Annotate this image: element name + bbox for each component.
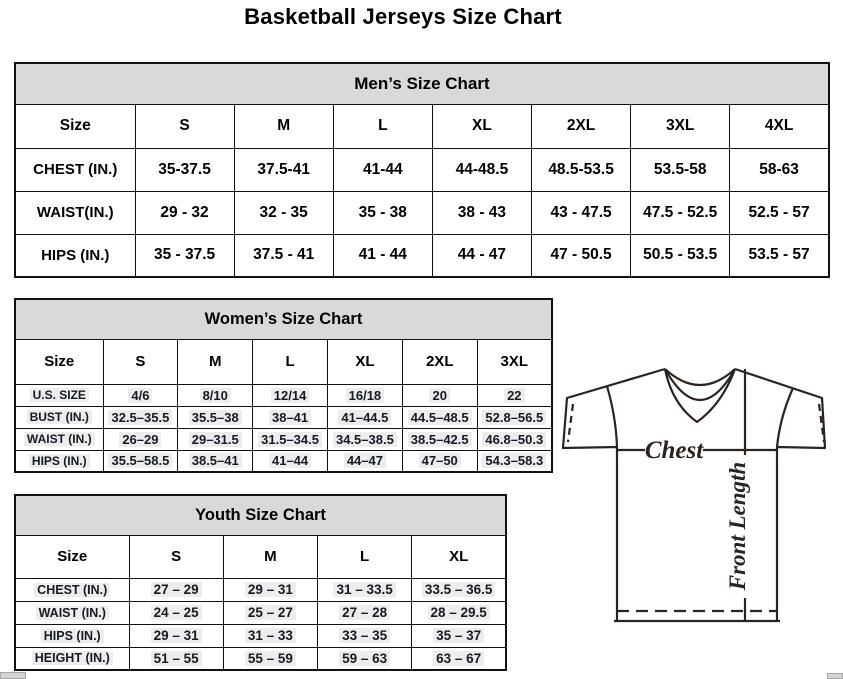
- women-size-value-cell: 38.5–41: [178, 450, 253, 472]
- youth-size-value-cell: 29 – 31: [223, 578, 317, 601]
- youth-col-header-size: Size: [15, 535, 129, 578]
- men-size-value-cell: 47.5 - 52.5: [631, 191, 730, 234]
- mens-size-table: [14, 62, 830, 278]
- women-size-value-cell: 38.5–42.5: [402, 428, 477, 450]
- women-size-value-cell: 41–44.5: [327, 406, 402, 428]
- youth-size-value-cell: 55 – 59: [223, 647, 317, 670]
- men-table-row: [15, 191, 829, 234]
- women-row-label: BUST (IN.): [15, 406, 103, 428]
- men-size-value-cell: 37.5-41: [234, 148, 333, 191]
- women-size-value-cell: 38–41: [253, 406, 328, 428]
- men-col-header-xl: XL: [432, 104, 531, 148]
- men-size-value-cell: 35-37.5: [135, 148, 234, 191]
- womens-table-title: Women’s Size Chart: [15, 299, 552, 339]
- women-col-header-xl: XL: [327, 339, 402, 384]
- men-size-value-cell: 47 - 50.5: [532, 234, 631, 277]
- men-size-value-cell: 48.5-53.5: [532, 148, 631, 191]
- front-length-measure-label: Front Length: [725, 461, 750, 591]
- youth-size-value-cell: 33.5 – 36.5: [412, 578, 506, 601]
- youth-row-label: HEIGHT (IN.): [15, 647, 129, 670]
- women-size-value-cell: 22: [477, 384, 552, 406]
- women-size-value-cell: 44.5–48.5: [402, 406, 477, 428]
- women-size-value-cell: 52.8–56.5: [477, 406, 552, 428]
- horizontal-scrollbar-fragment-left[interactable]: [0, 672, 26, 679]
- women-size-value-cell: 8/10: [178, 384, 253, 406]
- men-size-value-cell: 44-48.5: [432, 148, 531, 191]
- youth-size-value-cell: 24 – 25: [129, 601, 223, 624]
- youth-size-value-cell: 27 – 28: [318, 601, 412, 624]
- women-table-row: [15, 384, 552, 406]
- men-col-header-2xl: 2XL: [532, 104, 631, 148]
- women-size-value-cell: 26–29: [103, 428, 178, 450]
- men-table-row: [15, 148, 829, 191]
- women-size-value-cell: 16/18: [327, 384, 402, 406]
- women-col-header-2xl: 2XL: [402, 339, 477, 384]
- women-table-row: [15, 428, 552, 450]
- women-col-header-size: Size: [15, 339, 103, 384]
- women-row-label: U.S. SIZE: [15, 384, 103, 406]
- youth-col-header-s: S: [129, 535, 223, 578]
- mens-table-header-row: [15, 104, 829, 148]
- men-col-header-size: Size: [15, 104, 135, 148]
- youth-col-header-l: L: [318, 535, 412, 578]
- men-col-header-4xl: 4XL: [730, 104, 829, 148]
- women-size-value-cell: 35.5–58.5: [103, 450, 178, 472]
- women-size-value-cell: 32.5–35.5: [103, 406, 178, 428]
- jersey-left-armhole-seam: [607, 386, 617, 447]
- men-size-value-cell: 53.5-58: [631, 148, 730, 191]
- men-size-value-cell: 52.5 - 57: [730, 191, 829, 234]
- women-size-value-cell: 46.8–50.3: [477, 428, 552, 450]
- youth-row-label: HIPS (IN.): [15, 624, 129, 647]
- women-size-value-cell: 31.5–34.5: [253, 428, 328, 450]
- youth-col-header-xl: XL: [412, 535, 506, 578]
- men-size-value-cell: 44 - 47: [432, 234, 531, 277]
- youth-size-value-cell: 29 – 31: [129, 624, 223, 647]
- men-col-header-m: M: [234, 104, 333, 148]
- youth-row-label: CHEST (IN.): [15, 578, 129, 601]
- youth-size-value-cell: 51 – 55: [129, 647, 223, 670]
- womens-table-title-row: [15, 299, 552, 339]
- men-row-label: CHEST (IN.): [15, 148, 135, 191]
- horizontal-scrollbar-fragment-right[interactable]: [827, 673, 843, 679]
- youth-table-row: [15, 601, 506, 624]
- men-row-label: WAIST(IN.): [15, 191, 135, 234]
- men-table-row: [15, 234, 829, 277]
- youth-table-row: [15, 578, 506, 601]
- jersey-measurement-diagram: [556, 362, 840, 628]
- women-size-value-cell: 35.5–38: [178, 406, 253, 428]
- men-size-value-cell: 29 - 32: [135, 191, 234, 234]
- youth-size-value-cell: 35 – 37: [412, 624, 506, 647]
- jersey-outline-drawing: [556, 362, 840, 628]
- women-size-value-cell: 4/6: [103, 384, 178, 406]
- men-size-value-cell: 41-44: [333, 148, 432, 191]
- women-col-header-m: M: [178, 339, 253, 384]
- mens-table-title: Men’s Size Chart: [15, 63, 829, 104]
- men-col-header-s: S: [135, 104, 234, 148]
- men-size-value-cell: 50.5 - 53.5: [631, 234, 730, 277]
- men-size-value-cell: 37.5 - 41: [234, 234, 333, 277]
- women-table-row: [15, 406, 552, 428]
- women-table-row: [15, 450, 552, 472]
- women-row-label: HIPS (IN.): [15, 450, 103, 472]
- mens-table-title-row: [15, 63, 829, 104]
- women-col-header-3xl: 3XL: [477, 339, 552, 384]
- men-col-header-3xl: 3XL: [631, 104, 730, 148]
- men-size-value-cell: 58-63: [730, 148, 829, 191]
- men-size-value-cell: 38 - 43: [432, 191, 531, 234]
- youth-size-value-cell: 63 – 67: [412, 647, 506, 670]
- youth-col-header-m: M: [223, 535, 317, 578]
- men-size-value-cell: 41 - 44: [333, 234, 432, 277]
- page-title: Basketball Jerseys Size Chart: [244, 4, 562, 29]
- jersey-right-armhole-seam: [777, 388, 793, 447]
- youth-size-value-cell: 59 – 63: [318, 647, 412, 670]
- youth-table-title-row: [15, 495, 506, 535]
- youth-table-row: [15, 647, 506, 670]
- women-size-value-cell: 54.3–58.3: [477, 450, 552, 472]
- youth-size-value-cell: 25 – 27: [223, 601, 317, 624]
- womens-size-table: [14, 298, 553, 473]
- women-size-value-cell: 41–44: [253, 450, 328, 472]
- men-size-value-cell: 35 - 38: [333, 191, 432, 234]
- women-size-value-cell: 47–50: [402, 450, 477, 472]
- youth-size-value-cell: 28 – 29.5: [412, 601, 506, 624]
- youth-size-value-cell: 27 – 29: [129, 578, 223, 601]
- men-row-label: HIPS (IN.): [15, 234, 135, 277]
- women-size-value-cell: 29–31.5: [178, 428, 253, 450]
- youth-table-row: [15, 624, 506, 647]
- men-size-value-cell: 35 - 37.5: [135, 234, 234, 277]
- men-col-header-l: L: [333, 104, 432, 148]
- chest-measure-label: Chest: [644, 437, 704, 464]
- men-size-value-cell: 53.5 - 57: [730, 234, 829, 277]
- youth-size-value-cell: 31 – 33.5: [318, 578, 412, 601]
- youth-size-value-cell: 31 – 33: [223, 624, 317, 647]
- women-size-value-cell: 12/14: [253, 384, 328, 406]
- men-size-value-cell: 43 - 47.5: [532, 191, 631, 234]
- jersey-collar-inner-1: [665, 369, 735, 385]
- jersey-left-cuff-dashed-line: [568, 404, 573, 442]
- women-size-value-cell: 20: [402, 384, 477, 406]
- youth-row-label: WAIST (IN.): [15, 601, 129, 624]
- women-col-header-s: S: [103, 339, 178, 384]
- youth-table-header-row: [15, 535, 506, 578]
- youth-size-value-cell: 33 – 35: [318, 624, 412, 647]
- youth-size-table: [14, 494, 507, 671]
- youth-table-title: Youth Size Chart: [15, 495, 506, 535]
- womens-table-header-row: [15, 339, 552, 384]
- women-row-label: WAIST (IN.): [15, 428, 103, 450]
- women-col-header-l: L: [253, 339, 328, 384]
- women-size-value-cell: 34.5–38.5: [327, 428, 402, 450]
- men-size-value-cell: 32 - 35: [234, 191, 333, 234]
- women-size-value-cell: 44–47: [327, 450, 402, 472]
